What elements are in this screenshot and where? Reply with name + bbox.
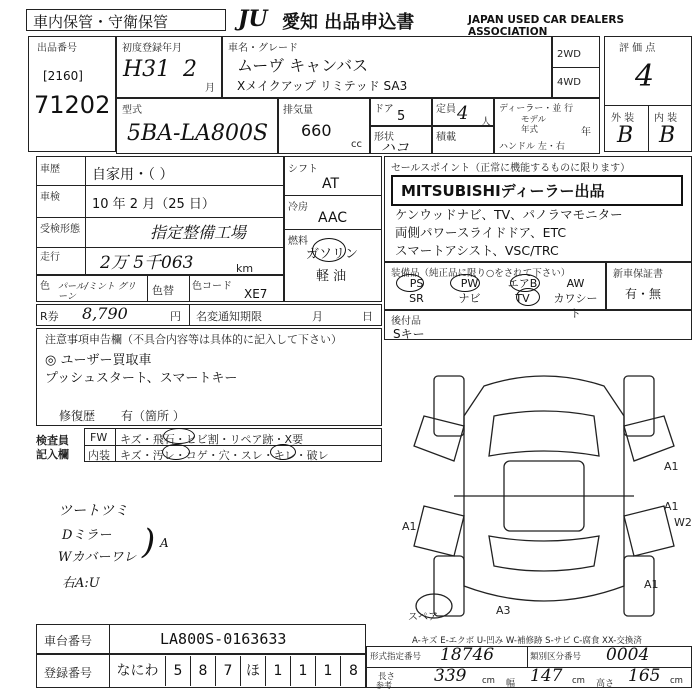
inspector-interior-tag: 内装	[88, 449, 110, 462]
model-year-unit: 年	[581, 127, 591, 138]
spec-length-label: 長さ	[378, 672, 396, 682]
recycle-value: 8,790	[82, 304, 128, 323]
model-type-box	[116, 98, 278, 154]
plate-char: 1	[291, 656, 316, 686]
capacity-label: 定員	[436, 104, 456, 115]
ac-label: 冷房	[288, 202, 308, 213]
doors-box	[370, 98, 432, 126]
damage-legend: A-キズ E-エクボ U-凹み W-補修跡 S-サビ C-腐食 XX-交換済	[412, 636, 642, 646]
inspector-fw-row: キズ・飛石・ヒビ割・リペア跡・X要	[120, 433, 304, 446]
plate-chars	[110, 656, 366, 686]
plate-char: 8	[191, 656, 216, 686]
plate-char: ほ	[241, 656, 266, 686]
name-change-day-unit: 日	[362, 310, 373, 323]
aftermarket-value: Sキー	[393, 327, 425, 341]
exterior-grade: B	[617, 123, 634, 148]
repair-history-value: 有（箇所 ）	[121, 409, 185, 423]
selling-points-label: セールスポイント（正常に機能するものに限ります）	[391, 163, 631, 174]
shift-value: AT	[322, 176, 340, 192]
first-registration-box	[116, 36, 222, 98]
aftermarket-box	[384, 310, 692, 340]
inspection-label: 車検	[40, 192, 60, 203]
damage-mark-a1-right: A1	[664, 460, 679, 473]
interior-label: 内 装	[654, 113, 678, 124]
spec-height-unit: cm	[670, 676, 683, 686]
dealer-badge: MITSUBISHIディーラー出品	[391, 175, 683, 206]
chassis-number: LA800S-0163633	[160, 630, 287, 648]
displacement-value: 660	[301, 121, 332, 140]
spec-width-label: 幅	[506, 679, 516, 689]
displacement-label: 排気量	[283, 105, 313, 116]
fuel-diesel: 軽 油	[316, 269, 347, 284]
model-type-label: 型式	[122, 105, 142, 116]
ju-logo: JU	[238, 6, 268, 32]
equipment-tv: TV	[515, 292, 530, 305]
registration-month-unit: 月	[205, 83, 215, 94]
spec-type-value: 18746	[440, 645, 495, 665]
registration-label: 初度登録年月	[122, 43, 182, 54]
ac-value: AAC	[318, 210, 348, 226]
lot-number: 71202	[34, 91, 111, 119]
exterior-label: 外 装	[611, 113, 635, 124]
doors-value: 5	[397, 109, 406, 124]
color-code-label: 色コード	[192, 281, 232, 292]
capacity-unit: 人	[481, 117, 491, 128]
dealer-label: ディーラー・並 行	[499, 104, 574, 114]
name-change-month-unit: 月	[312, 310, 323, 323]
car-damage-diagram	[394, 356, 694, 646]
drive-box	[552, 36, 600, 98]
plate-char: 7	[216, 656, 241, 686]
equipment-leather-seat: カワシート	[553, 292, 598, 320]
spec-type-label: 形式指定番号	[370, 652, 422, 662]
model-label: 車名・グレード	[228, 43, 298, 54]
model-grade: Xメイクアップ リミテッド SA3	[237, 79, 408, 93]
spec-length-value: 339	[434, 666, 467, 686]
load-box	[432, 126, 494, 154]
name-change-label: 名変通知期限	[196, 310, 262, 323]
equipment-navi: ナビ	[458, 292, 481, 305]
warranty-label: 新車保証書	[613, 269, 663, 280]
drive-2wd: 2WD	[557, 49, 581, 60]
displacement-unit: cc	[351, 139, 362, 150]
color-code: XE7	[244, 287, 268, 301]
notes-label: 注意事項申告欄（不具合内容等は具体的に記入して下さい）	[45, 333, 342, 346]
handle-label: ハンドル 左・右	[499, 142, 565, 152]
warranty-value: 有・無	[625, 287, 662, 301]
spare-tire-label: スペア	[408, 612, 438, 623]
aftermarket-label: 後付品	[391, 316, 421, 327]
handwritten-line-4: 右A:U	[62, 576, 100, 591]
selling-point-3: スマートアシスト、VSC/TRC	[395, 243, 559, 258]
selling-point-2: 両側パワースライドドア、ETC	[395, 225, 567, 240]
notes-box	[36, 328, 382, 426]
equipment-ps: PS	[409, 277, 424, 290]
equipment-sr: SR	[409, 292, 424, 305]
shape-label: 形状	[374, 132, 394, 143]
spec-height-value: 165	[628, 666, 661, 686]
history-value: 自家用・（ ）	[92, 167, 174, 183]
load-label: 積載	[436, 132, 456, 143]
model-name: ムーヴ キャンバス	[237, 56, 369, 75]
fuel-gasoline: ガソリン	[306, 247, 359, 262]
equipment-airbag: エアB	[507, 277, 538, 290]
interior-grade: B	[659, 123, 676, 148]
plate-char: 8	[349, 663, 358, 679]
recycle-unit: 円	[170, 310, 181, 323]
handwritten-line-3: Wカバーワレ	[58, 550, 137, 565]
plate-region: なにわ	[110, 656, 166, 686]
warranty-box	[606, 262, 692, 310]
mileage-label: 走行	[40, 252, 60, 263]
model-type: 5BA-LA800S	[127, 121, 269, 146]
spec-class-label: 類別区分番号	[530, 652, 582, 662]
chassis-label: 車台番号	[44, 634, 93, 648]
shaken-form-value: 指定整備工場	[150, 223, 247, 242]
mileage-value: 2万 5千063	[100, 253, 194, 273]
evaluation-score: 4	[635, 59, 655, 94]
inspector-label-2: 記入欄	[36, 448, 69, 461]
storage-label: 車内保管・守衛保管	[26, 9, 226, 31]
selling-point-1: ケンウッドナビ、TV、パノラマモニター	[395, 207, 623, 222]
damage-mark-w2: W2	[674, 516, 692, 529]
color-value: パール/ミント グリーン	[58, 282, 136, 302]
capacity-value: 4	[457, 103, 469, 124]
drive-4wd: 4WD	[557, 77, 581, 88]
lot-number-label: 出品番号	[37, 43, 77, 54]
repair-history-label: 修復歴	[59, 409, 96, 423]
equipment-pw: PW	[460, 277, 479, 290]
history-label: 車歴	[40, 164, 60, 175]
shape-value: ハコ	[381, 140, 409, 156]
fuel-circle	[312, 238, 346, 262]
lot-sub-number: [2160]	[43, 69, 83, 83]
spec-length-unit: cm	[482, 676, 495, 686]
spec-class-value: 0004	[606, 645, 650, 665]
handwritten-line-1: ツートツミ	[58, 503, 128, 519]
spec-width-value: 147	[530, 666, 563, 686]
spec-height-label: 高さ	[596, 679, 615, 689]
displacement-box	[278, 98, 370, 154]
damage-mark-a1-right-rear: A1	[664, 500, 679, 513]
shift-label: シフト	[288, 164, 318, 175]
evaluation-label: 評 価 点	[619, 43, 656, 54]
doors-label: ドア	[374, 104, 394, 115]
selling-points-box	[384, 156, 692, 262]
lot-number-box	[28, 36, 116, 152]
model-year-label: モデル 年式	[521, 115, 547, 135]
handwritten-bracket: )	[142, 522, 156, 562]
color-change-label: 色替	[152, 284, 174, 297]
inspector-fw-tag: FW	[90, 431, 108, 444]
inspector-label-1: 検査員	[36, 434, 69, 447]
notes-line-1: ◎ ユーザー買取車	[45, 353, 152, 368]
shaken-form-label: 受検形態	[40, 224, 80, 235]
registration-month: 2	[183, 57, 197, 82]
notes-line-2: プッシュスタート、スマートキー	[45, 371, 238, 386]
mileage-unit: km	[236, 262, 254, 275]
evaluation-box	[604, 36, 692, 152]
plate-char: 5	[166, 656, 191, 686]
equipment-label: 装備品（純正品に限り○をされて下さい）	[391, 268, 571, 279]
handwritten-bracket-mark: A	[160, 536, 169, 550]
shape-box	[370, 126, 432, 154]
damage-mark-a3: A3	[496, 604, 511, 617]
capacity-box	[432, 98, 494, 126]
fuel-label: 燃料	[288, 236, 308, 247]
inspector-interior-row: キズ・汚レ・コゲ・穴・スレ・キレ・破レ	[120, 449, 329, 462]
spec-width-unit: cm	[572, 676, 585, 686]
plate-label: 登録番号	[44, 666, 93, 680]
association-name: JAPAN USED CAR DEALERS ASSOCIATION	[468, 14, 625, 38]
spec-ref-label: 参考	[376, 681, 392, 690]
recycle-label: R券	[40, 310, 59, 323]
inspection-value: 10 年 2 月（25 日）	[92, 197, 215, 212]
equipment-aw: AW	[566, 277, 585, 290]
model-box	[222, 36, 552, 98]
damage-mark-a1-rear: A1	[644, 578, 659, 591]
handwritten-line-2: Dミラー	[62, 528, 112, 543]
dealer-box	[494, 98, 600, 154]
damage-mark-a1-left: A1	[402, 520, 417, 533]
plate-char: 1	[266, 656, 291, 686]
color-label: 色	[40, 281, 50, 292]
registration-era-year: H31	[123, 57, 171, 82]
form-title: 愛知 出品申込書	[282, 12, 415, 33]
plate-char: 1	[316, 656, 341, 686]
